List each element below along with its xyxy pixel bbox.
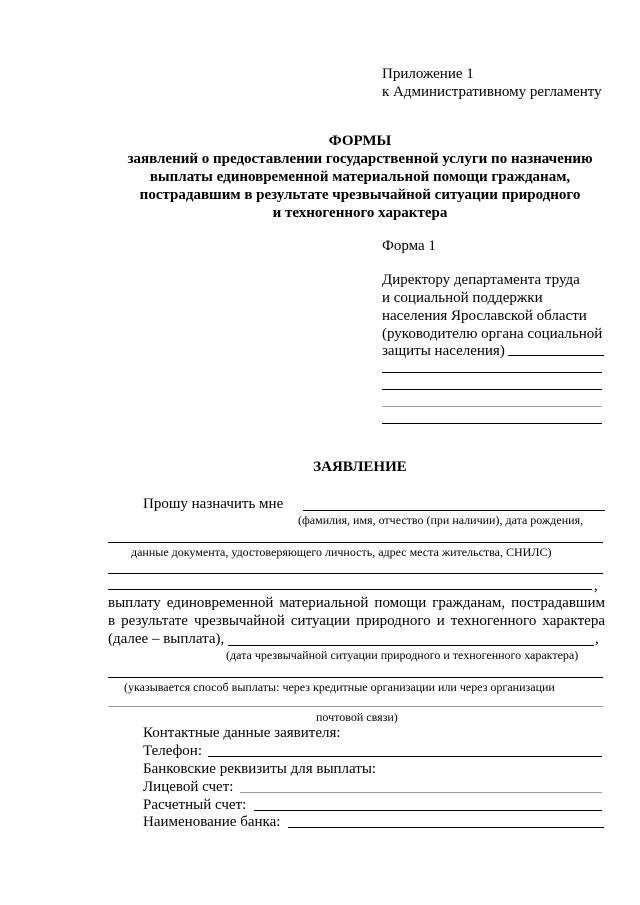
addressee-line1: Директору департамента труда — [382, 272, 580, 288]
appendix-reference: к Административному регламенту — [382, 84, 602, 100]
bank-heading: Банковские реквизиты для выплаты: — [143, 761, 377, 777]
payment-method-blank-2[interactable] — [108, 706, 603, 707]
forms-subtitle-line2: выплаты единовременной материальной помощи гражданам, — [149, 169, 571, 185]
forms-subtitle-line3: пострадавшим в результате чрезвычайной ситуации природного — [139, 187, 581, 203]
contacts-heading: Контактные данные заявителя: — [143, 725, 341, 741]
applicant-address-blank[interactable] — [108, 573, 603, 574]
addressee-blank-1[interactable] — [382, 372, 602, 373]
hint-date: (дата чрезвычайной ситуации природного и техногенного характера) — [226, 648, 579, 662]
comma-1: , — [594, 578, 598, 594]
addressee-line5: защиты населения) — [382, 343, 505, 359]
addressee-line3: населения Ярославской области — [382, 308, 587, 324]
body-line-3-prefix: (далее – выплата), — [108, 631, 225, 647]
applicant-snils-blank[interactable] — [108, 589, 592, 590]
personal-account-label: Лицевой счет: — [143, 779, 234, 795]
hint-document: данные документа, удостоверяющего личность, адрес места жительства, СНИЛС) — [131, 545, 552, 559]
appendix-number: Приложение 1 — [382, 66, 474, 82]
forms-heading: ФОРМЫ — [328, 133, 392, 149]
body-line-1: выплату единовременной материальной помощи гражданам, пострадавшим — [108, 595, 605, 611]
bank-name-label: Наименование банка: — [143, 814, 281, 830]
addressee-blank-inline[interactable] — [508, 355, 604, 356]
settlement-account-label: Расчетный счет: — [143, 797, 247, 813]
addressee-line4: (руководителю органа социальной — [382, 326, 603, 342]
settlement-account-blank[interactable] — [254, 810, 602, 811]
comma-2: , — [595, 631, 599, 647]
addressee-blank-4[interactable] — [382, 423, 602, 424]
hint-method-2: почтовой связи) — [316, 710, 398, 724]
phone-label: Телефон: — [143, 743, 202, 759]
bank-name-blank[interactable] — [288, 827, 604, 828]
phone-blank[interactable] — [208, 756, 602, 757]
payment-method-blank[interactable] — [108, 677, 603, 678]
addressee-blank-3[interactable] — [382, 406, 602, 407]
form-number: Форма 1 — [382, 238, 436, 254]
addressee-line2: и социальной поддержки — [382, 290, 543, 306]
hint-method-1: (указывается способ выплаты: через кредитные организации или через организации — [124, 680, 555, 694]
applicant-details-blank[interactable] — [108, 542, 603, 543]
body-line-2: в результате чрезвычайной ситуации природного и техногенного характера — [108, 613, 605, 629]
statement-title: ЗАЯВЛЕНИЕ — [313, 459, 407, 475]
emergency-date-blank[interactable] — [228, 645, 594, 646]
forms-subtitle-line1: заявлений о предоставлении государственной услуги по назначению — [127, 151, 593, 167]
forms-subtitle-line4: и техногенного характера — [272, 205, 448, 221]
applicant-fio-blank[interactable] — [303, 510, 605, 511]
request-prefix: Прошу назначить мне — [143, 496, 284, 512]
addressee-blank-2[interactable] — [382, 389, 602, 390]
personal-account-blank[interactable] — [240, 792, 602, 793]
hint-fio: (фамилия, имя, отчество (при наличии), дата рождения, — [298, 513, 584, 527]
